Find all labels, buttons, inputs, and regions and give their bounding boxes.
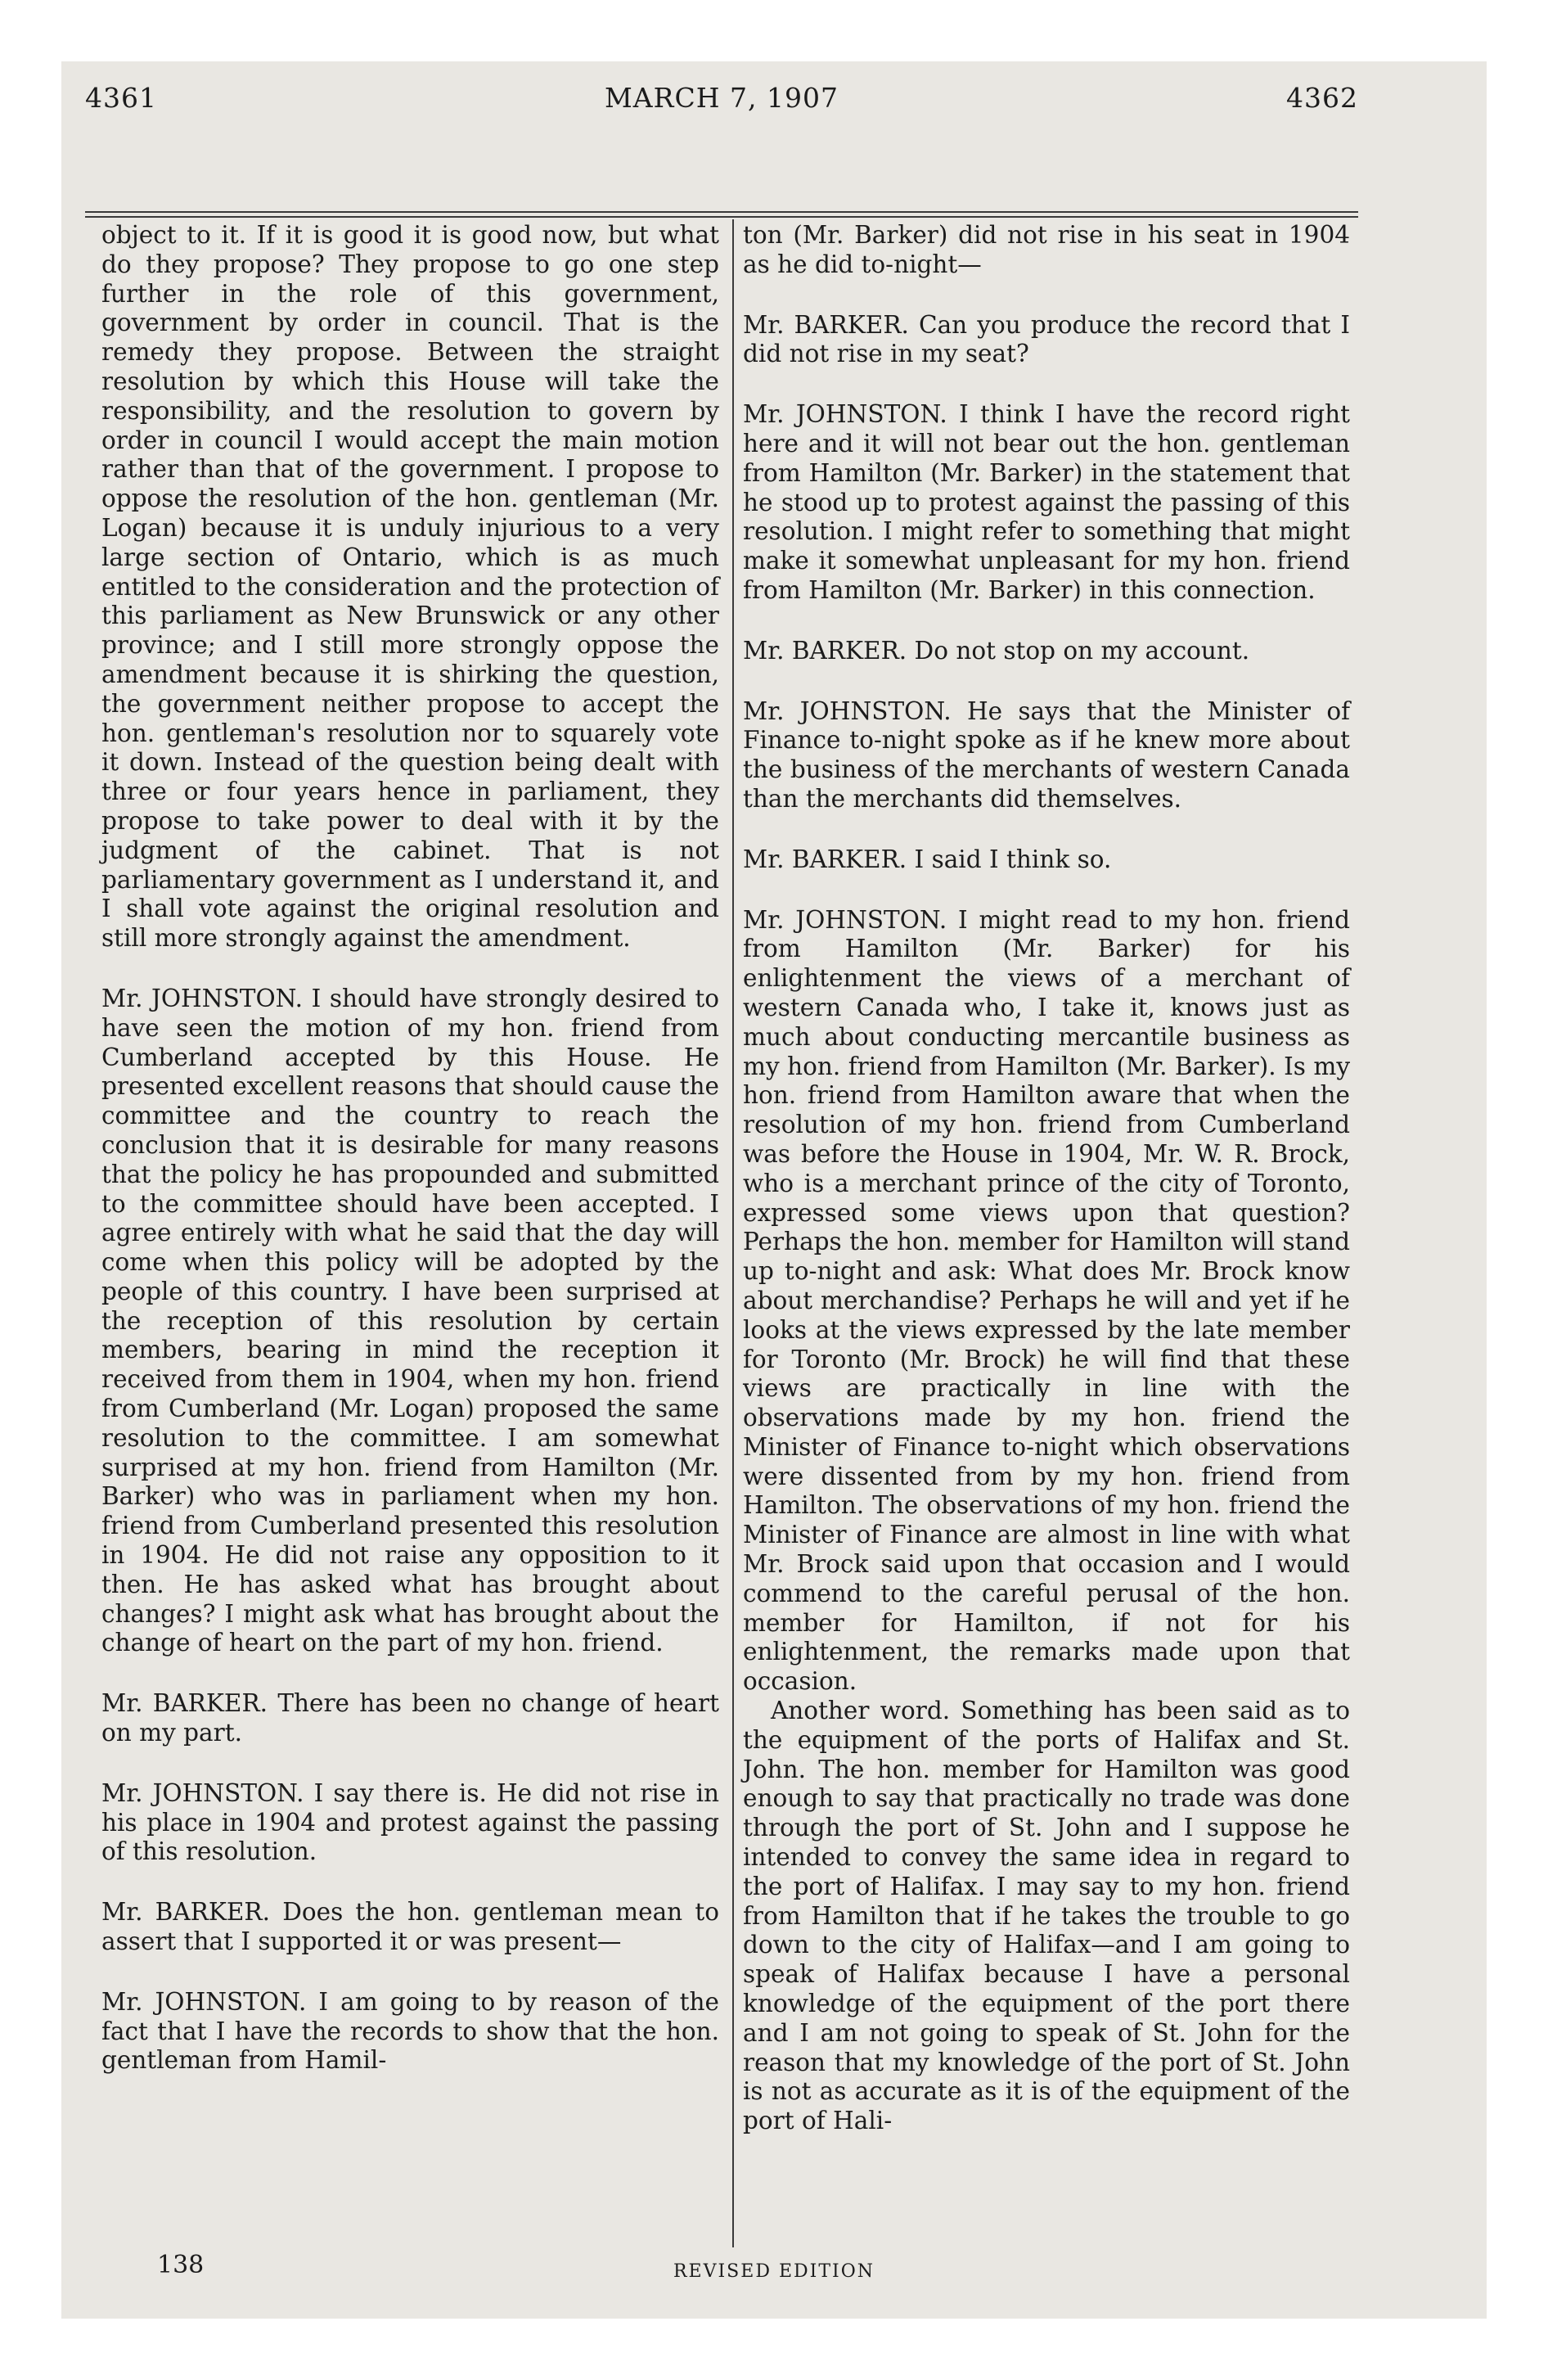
paragraph: Mr. JOHNSTON. I might read to my hon. friend from Hamilton (Mr. Barker) for his enlightenment the views of a merchant of western Canada who, I take it, knows just as much about conducting mercantile business as my hon. friend from Hamilton (Mr. Barker). Is my hon. friend from Hamilton aware that when the resolution of my hon. friend from Cumberland was before the House in 1904, Mr. W. R. Brock, who is a merchant prince of the city of Toronto, expressed some views upon that question? Perhaps the hon. member for Hamilton will stand up to-night and ask: What does Mr. Brock know about merchandise? Perhaps he will and yet if he looks at the views expressed by the late member for Toronto (Mr. Brock) he will find that these views are practically in line with the observations made by my hon. friend the Minister of Finance to-night which observations were dissented from by my hon. friend from Hamilton. The observations of my hon. friend the Minister of Finance are almost in line with what Mr. Brock said upon that occasion and I would commend to the careful perusal of the hon. member for Hamilton, if not for his enlightenment, the remarks made upon that occasion. (743, 905, 1350, 1696)
left-column (101, 221, 719, 2076)
header-rule (85, 211, 1358, 213)
page-number-right: 4362 (1286, 82, 1358, 114)
paragraph: Mr. BARKER. There has been no change of heart on my part. (101, 1689, 719, 1747)
paragraph: ton (Mr. Barker) did not rise in his seat in 1904 as he did to-night— (743, 221, 1350, 278)
folio-number: 138 (157, 2251, 205, 2279)
paragraph: Mr. JOHNSTON. I think I have the record right here and it will not bear out the hon. gentleman from Hamilton (Mr. Barker) in the statement that he stood up to protest against the passing of this resolution. I might refer to something that might make it somewhat unpleasant for my hon. friend from Hamilton (Mr. Barker) in this connection. (743, 400, 1350, 604)
paragraph: Mr. BARKER. I said I think so. (743, 845, 1112, 873)
paragraph: object to it. If it is good it is good now, but what do they propose? They propose to go one step further in the role of this government, government by order in council. That is the remedy they propose. Between the straight resolution by which this House will take the responsibility, and the resolution to govern by order in council I would accept the main motion rather than that of the government. I propose to oppose the resolution of the hon. gentleman (Mr. Logan) because it is unduly injurious to a very large section of Ontario, which is as much entitled to the consideration and the protection of this parliament as New Brunswick or any other province; and I still more strongly oppose the amendment because it is shirking the question, the government neither propose to accept the hon. gentleman's resolution nor to squarely vote it down. Instead of the question being dealt with three or four years hence in parliament, they propose to take power to deal with it by the judgment of the cabinet. That is not parliamentary government as I understand it, and I shall vote against the original resolution and still more strongly against the amendment. (101, 221, 719, 953)
paragraph: Mr. BARKER. Do not stop on my account. (743, 636, 1250, 665)
page-header (85, 82, 1358, 134)
edition-label: REVISED EDITION (673, 2261, 875, 2282)
paragraph: Mr. JOHNSTON. I say there is. He did not rise in his place in 1904 and protest against the passing of this resolution. (101, 1778, 719, 1866)
paragraph: Mr. JOHNSTON. I am going to by reason of the fact that I have the records to show that the hon. gentleman from Hamil- (101, 1987, 719, 2075)
right-column (743, 221, 1350, 2136)
paragraph: Another word. Something has been said as to the equipment of the ports of Halifax and St. John. The hon. member for Hamilton was good enough to say that practically no trade was done through the port of St. John and I suppose he intended to convey the same idea in regard to the port of Halifax. I may say to my hon. friend from Hamilton that if he takes the trouble to go down to the city of Halifax—and I am going to speak of Halifax because I have a personal knowledge of the equipment of the port there and I am not going to speak of St. John for the reason that my knowledge of the port of St. John is not as accurate as it is of the equipment of the port of Hali- (743, 1697, 1350, 2135)
column-divider (732, 219, 734, 2247)
page-date: MARCH 7, 1907 (605, 82, 839, 114)
paragraph: Mr. BARKER. Can you produce the record that I did not rise in my seat? (743, 310, 1350, 368)
page-number-left: 4361 (85, 82, 157, 114)
paragraph: Mr. BARKER. Does the hon. gentleman mean to assert that I supported it or was present— (101, 1898, 719, 1956)
paragraph: Mr. JOHNSTON. He says that the Minister of Finance to-night spoke as if he knew more about the business of the merchants of western Canada than the merchants did themselves. (743, 696, 1350, 813)
header-rule-double (85, 216, 1358, 218)
paragraph: Mr. JOHNSTON. I should have strongly desired to have seen the motion of my hon. friend from Cumberland accepted by this House. He presented excellent reasons that should cause the committee and the country to reach the conclusion that it is desirable for many reasons that the policy he has propounded and submitted to the committee should have been accepted. I agree entirely with what he said that the day will come when this policy will be adopted by the people of this country. I have been surprised at the reception of this resolution by certain members, bearing in mind the reception it received from them in 1904, when my hon. friend from Cumberland (Mr. Logan) proposed the same resolution to the committee. I am somewhat surprised at my hon. friend from Hamilton (Mr. Barker) who was in parliament when my hon. friend from Cumberland presented this resolution in 1904. He did not raise any opposition to it then. He has asked what has brought about changes? I might ask what has brought about the change of heart on the part of my hon. friend. (101, 984, 719, 1657)
